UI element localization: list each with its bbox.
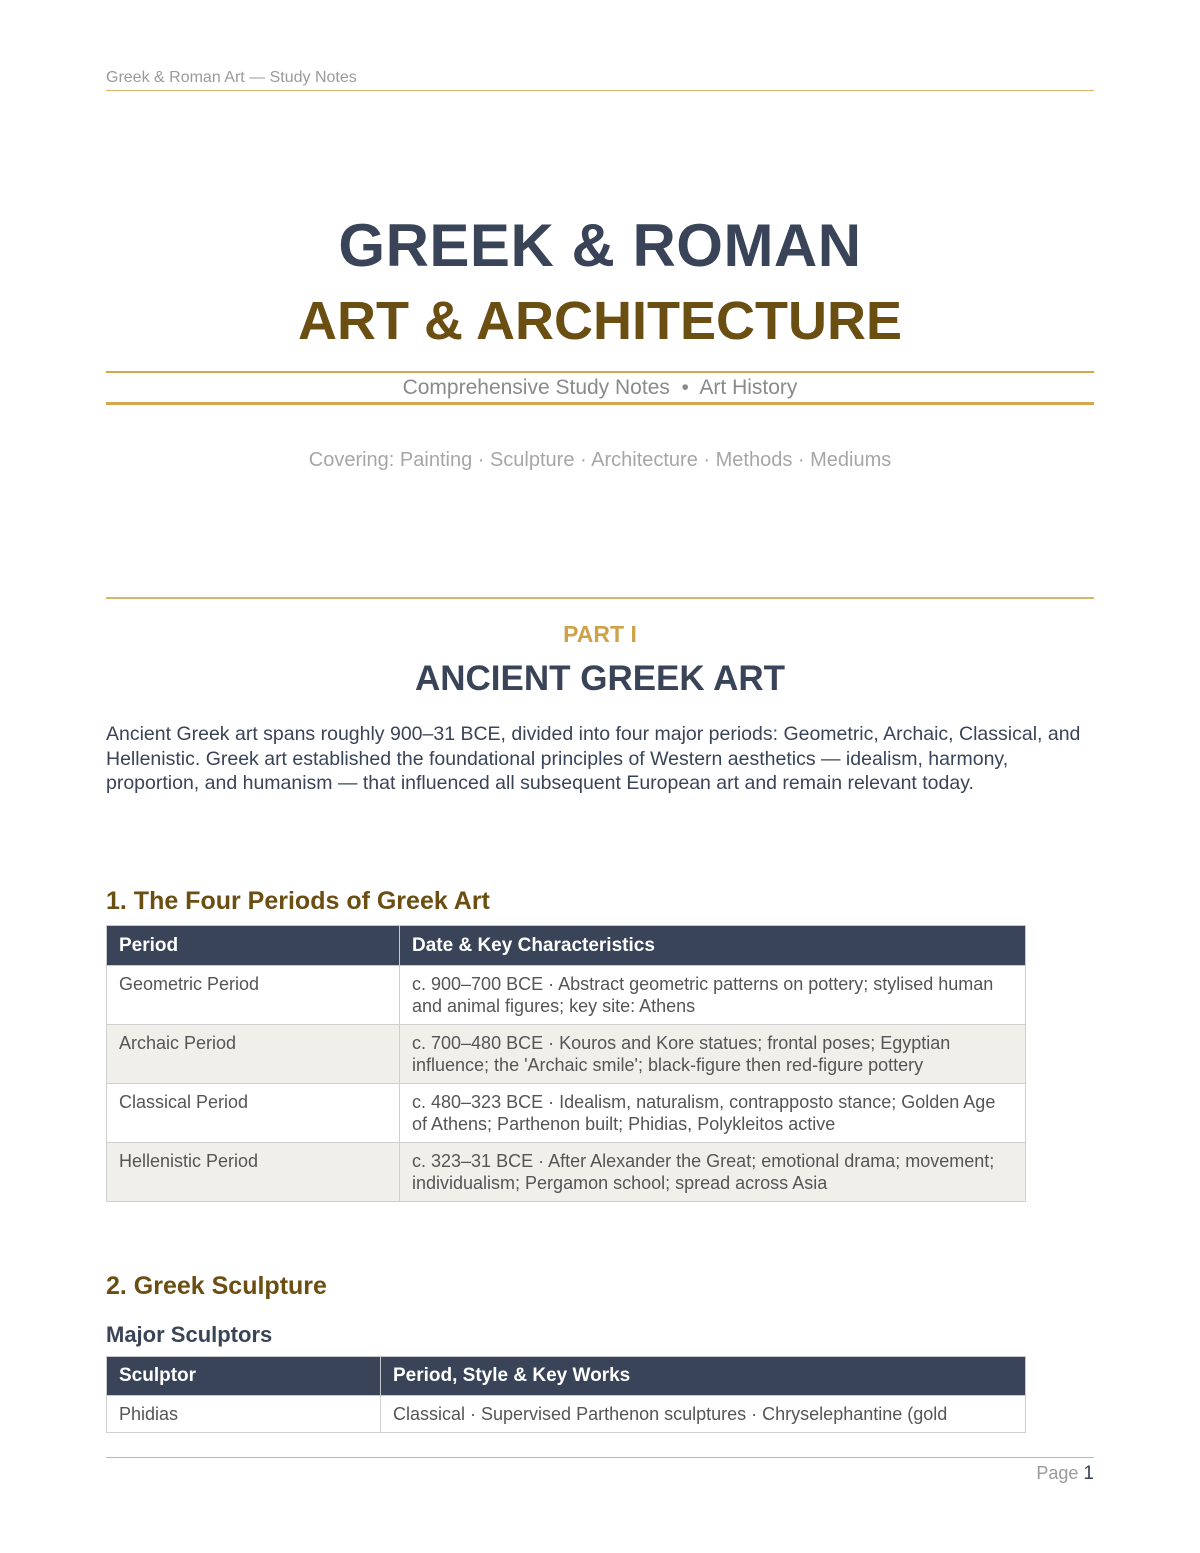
table-row <box>107 1396 1026 1433</box>
sculptor-cell: Phidias <box>107 1396 381 1433</box>
running-header-title: Greek & Roman Art — Study Notes <box>106 69 357 86</box>
part-title: ANCIENT GREEK ART <box>414 659 786 698</box>
intro-paragraph: Ancient Greek art spans roughly 900–31 BCE, divided into four major periods: Geometric, Archaic, Classical, and Hellenistic. Greek art established the foundational principles of Western aesthetics — idealism, harmony, proportion, and humanism — that influenced all subsequent European art and remain relevant today. <box>106 723 1081 794</box>
period-cell: Hellenistic Period <box>107 1143 400 1202</box>
column-header-characteristics: Date & Key Characteristics <box>400 926 1026 966</box>
page-number <box>1036 1462 1094 1485</box>
table-header-row <box>107 926 1026 966</box>
part-divider <box>106 597 1094 599</box>
table-row <box>107 1025 1026 1084</box>
details-cell: c. 323–31 BCE · After Alexander the Great; emotional drama; movement; individualism; Pergamon school; spread across Asia <box>400 1143 1026 1202</box>
period-cell: Archaic Period <box>107 1025 400 1084</box>
document-page <box>106 0 1094 1553</box>
sculptors-table <box>106 1356 1026 1433</box>
period-cell: Geometric Period <box>107 966 400 1025</box>
details-cell: c. 700–480 BCE · Kouros and Kore statues; frontal poses; Egyptian influence; the 'Archaic smile'; black-figure then red-figure pottery <box>400 1025 1026 1084</box>
table-row <box>107 966 1026 1025</box>
details-cell: c. 480–323 BCE · Idealism, naturalism, contrapposto stance; Golden Age of Athens; Parthenon built; Phidias, Polykleitos active <box>400 1084 1026 1143</box>
part-label: PART I <box>563 621 637 647</box>
subtitle-band <box>106 371 1094 405</box>
section-heading-sculpture: 2. Greek Sculpture <box>106 1272 327 1300</box>
details-cell: c. 900–700 BCE · Abstract geometric patterns on pottery; stylised human and animal figures; key site: Athens <box>400 966 1026 1025</box>
column-header-works: Period, Style & Key Works <box>381 1357 1026 1396</box>
table-row <box>107 1084 1026 1143</box>
table-row <box>107 1143 1026 1202</box>
periods-table <box>106 925 1026 1202</box>
running-header <box>106 68 1094 91</box>
column-header-sculptor: Sculptor <box>107 1357 381 1396</box>
main-title-line2: ART & ARCHITECTURE <box>298 291 902 351</box>
table-header-row <box>107 1357 1026 1396</box>
column-header-period: Period <box>107 926 400 966</box>
section-heading-periods: 1. The Four Periods of Greek Art <box>106 887 490 915</box>
page-label: Page <box>1036 1463 1079 1483</box>
subheading-major-sculptors: Major Sculptors <box>106 1322 273 1347</box>
footer-rule <box>106 1457 1094 1458</box>
covering-line: Covering: Painting · Sculpture · Architecture · Methods · Mediums <box>308 449 892 471</box>
page-number-value: 1 <box>1083 1463 1094 1484</box>
details-cell: Classical · Supervised Parthenon sculptures · Chryselephantine (gold <box>381 1396 1026 1433</box>
period-cell: Classical Period <box>107 1084 400 1143</box>
main-title-line1: GREEK & ROMAN <box>338 212 862 279</box>
subtitle-text: Comprehensive Study Notes • Art History <box>402 376 798 399</box>
